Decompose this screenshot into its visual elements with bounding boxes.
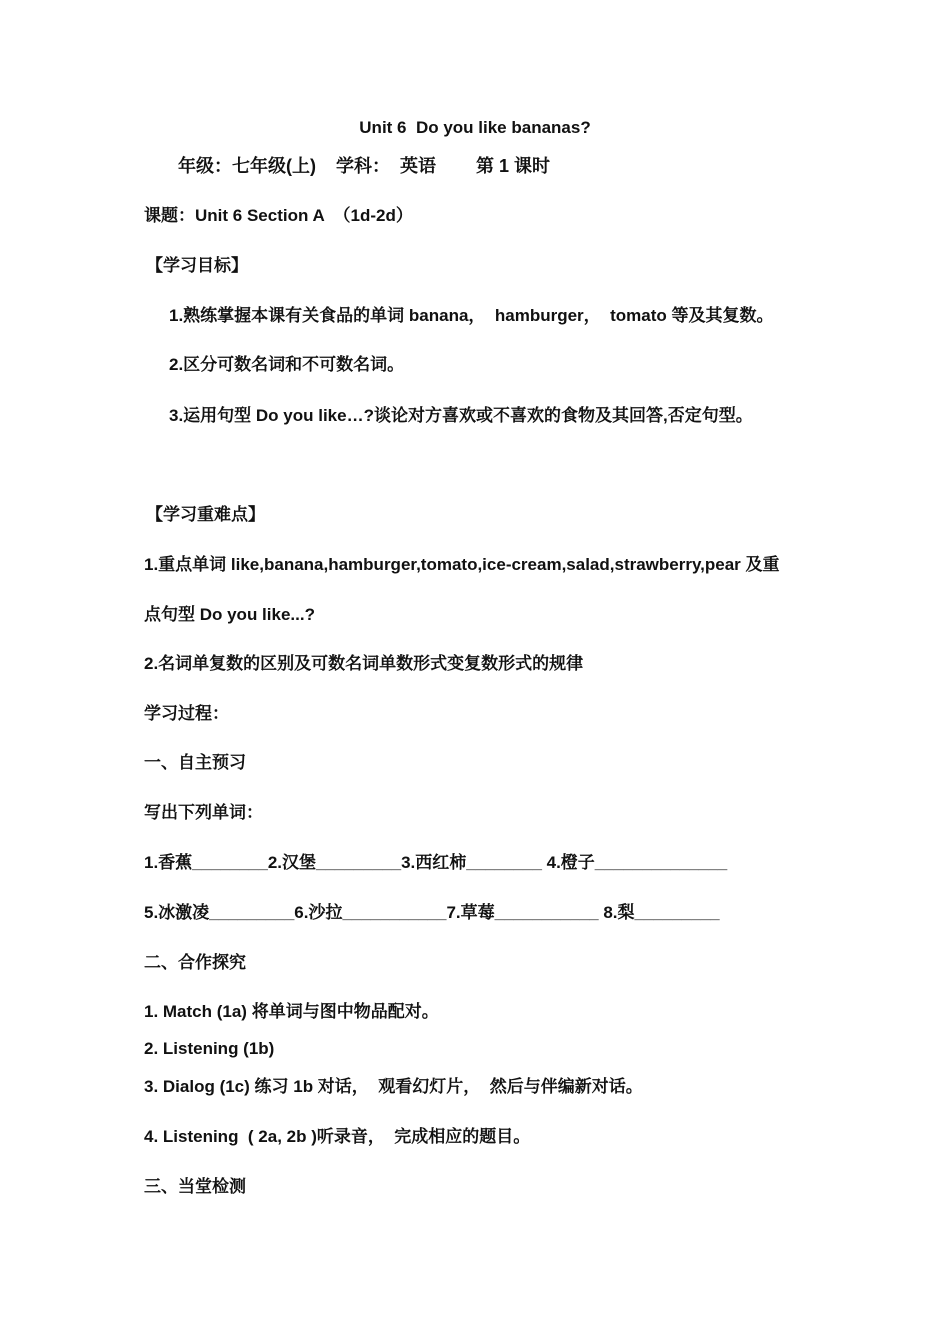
key-point-item: 2.名词单复数的区别及可数名词单数形式变复数形式的规律 [144, 654, 584, 673]
key-points-heading: 【学习重难点】 [146, 505, 265, 524]
vocab-line: 1.香蕉________2.汉堡_________3.西红柿________ 4.橙子______________ [144, 853, 728, 872]
lesson-topic: 课题：Unit 6 Section A （1d-2d） [144, 206, 413, 225]
process-label: 学习过程： [144, 704, 229, 723]
section-heading: 一、自主预习 [144, 753, 246, 772]
task-item: 4. Listening ( 2a, 2b )听录音， 完成相应的题目。 [144, 1127, 531, 1146]
task-item: 2. Listening (1b) [144, 1039, 275, 1058]
objectives-heading: 【学习目标】 [146, 256, 248, 275]
unit-title: Unit 6 Do you like bananas? [359, 118, 591, 137]
section-heading: 三、当堂检测 [144, 1177, 246, 1196]
objective-item: 3.运用句型 Do you like…?谈论对方喜欢或不喜欢的食物及其回答,否定句型。 [169, 406, 753, 425]
objective-item: 2.区分可数名词和不可数名词。 [169, 355, 405, 374]
key-point-item: 点句型 Do you like...? [144, 605, 315, 624]
task-item: 3. Dialog (1c) 练习 1b 对话， 观看幻灯片， 然后与伴编新对话。 [144, 1077, 643, 1096]
section-heading: 二、合作探究 [144, 953, 246, 972]
section-instruction: 写出下列单词： [144, 803, 263, 822]
task-item: 1. Match (1a) 将单词与图中物品配对。 [144, 1002, 439, 1021]
objective-item: 1.熟练掌握本课有关食品的单词 banana， hamburger， tomato 等及其复数。 [169, 306, 774, 325]
course-meta: 年级：七年级(上) 学科： 英语 第 1 课时 [178, 156, 551, 176]
vocab-line: 5.冰激凌_________6.沙拉___________7.草莓___________ 8.梨_________ [144, 903, 720, 922]
key-point-item: 1.重点单词 like,banana,hamburger,tomato,ice-cream,salad,strawberry,pear 及重 [144, 555, 780, 574]
